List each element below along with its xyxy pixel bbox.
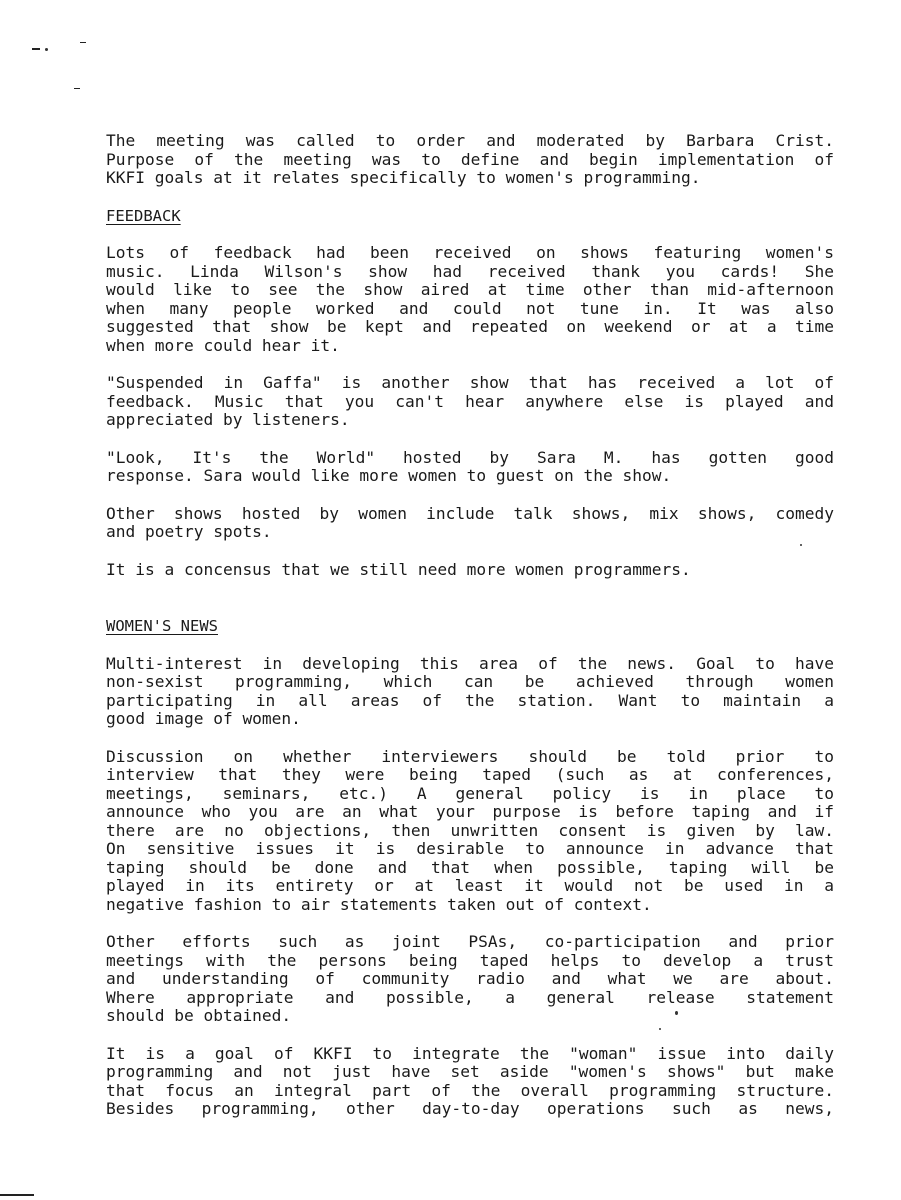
text-line: Other efforts such as joint PSAs, co-participation and prior [106,932,834,951]
text-line: when more could hear it. [106,335,340,355]
text-line: Multi-interest in developing this area of the news. Goal to have [106,653,834,673]
text-line: played in its entirety or at least it would not be used in a [106,876,834,895]
text-line: Where appropriate and possible, a general release statement [106,987,834,1007]
text-line: KKFI goals at it relates specifically to women's programming. [106,168,701,187]
text-line: meetings, seminars, etc.) A general policy is in place to [106,783,834,803]
feedback-paragraph [106,374,834,430]
text-line: suggested that show be kept and repeated on weekend or at a time [106,317,834,336]
section-heading-womens-news: WOMEN'S NEWS [106,617,218,635]
feedback-paragraph [106,449,834,486]
text-line: response. Sara would like more women to guest on the show. [106,466,672,485]
news-paragraph [106,1045,834,1119]
text-line: "Look, It's the World" hosted by Sara M. has gotten good [106,447,834,467]
news-paragraph [106,748,834,915]
scan-mark [80,42,86,43]
scan-mark [74,88,80,89]
scan-mark [0,1194,34,1196]
text-line: The meeting was called to order and moderated by Barbara Crist. [106,131,834,150]
text-line: negative fashion to air statements taken out of context. [106,894,652,914]
text-line: Purpose of the meeting was to define and begin implementation of [106,149,834,169]
text-line: meetings with the persons being taped helps to develop a trust [106,950,834,970]
text-line: music. Linda Wilson's show had received thank you cards! She [106,261,834,281]
text-line: when many people worked and could not tune in. It was also [106,298,834,318]
text-line: Lots of feedback had been received on shows featuring women's [106,243,834,262]
feedback-paragraph [106,505,834,542]
news-paragraph [106,655,834,729]
scan-mark [32,48,40,50]
section-heading-feedback: FEEDBACK [106,206,181,225]
text-line: taping should be done and that when possible, taping will be [106,857,834,877]
text-line: Besides programming, other day-to-day operations such as news, [106,1099,834,1118]
text-line: non-sexist programming, which can be achieved through women [106,672,834,691]
text-line: "Suspended in Gaffa" is another show that has received a lot of [106,373,834,392]
text-line: and poetry spots. [106,522,272,541]
text-line: programming and not just have set aside "women's shows" but make [106,1062,834,1081]
text-line: On sensitive issues it is desirable to announce in advance that [106,839,834,858]
text-line: announce who you are an what your purpose is before taping and if [106,802,834,821]
feedback-paragraph [106,244,834,355]
news-paragraph [106,933,834,1026]
text-line: Discussion on whether interviewers should be told prior to [106,746,834,766]
text-line: It is a concensus that we still need more women programmers. [106,559,691,579]
text-line: appreciated by listeners. [106,410,350,429]
text-line: should be obtained. [106,1006,292,1025]
text-line: would like to see the show aired at time other than mid-afternoon [106,280,834,299]
document-body [106,132,834,1119]
feedback-paragraph [106,561,834,580]
intro-paragraph [106,132,834,188]
text-line: there are no objections, then unwritten consent is given by law. [106,820,834,840]
text-line: It is a goal of KKFI to integrate the "woman" issue into daily [106,1043,834,1063]
text-line: participating in all areas of the station. Want to maintain a [106,690,834,710]
text-line: interview that they were being taped (such as at conferences, [106,765,834,784]
text-line: that focus an integral part of the overall programming structure. [106,1080,834,1100]
text-line: and understanding of community radio and what we are about. [106,969,834,988]
text-line: good image of women. [106,709,301,728]
text-line: feedback. Music that you can't hear anywhere else is played and [106,391,834,411]
scan-speck [45,48,48,51]
text-line: Other shows hosted by women include talk shows, mix shows, comedy [106,503,834,523]
